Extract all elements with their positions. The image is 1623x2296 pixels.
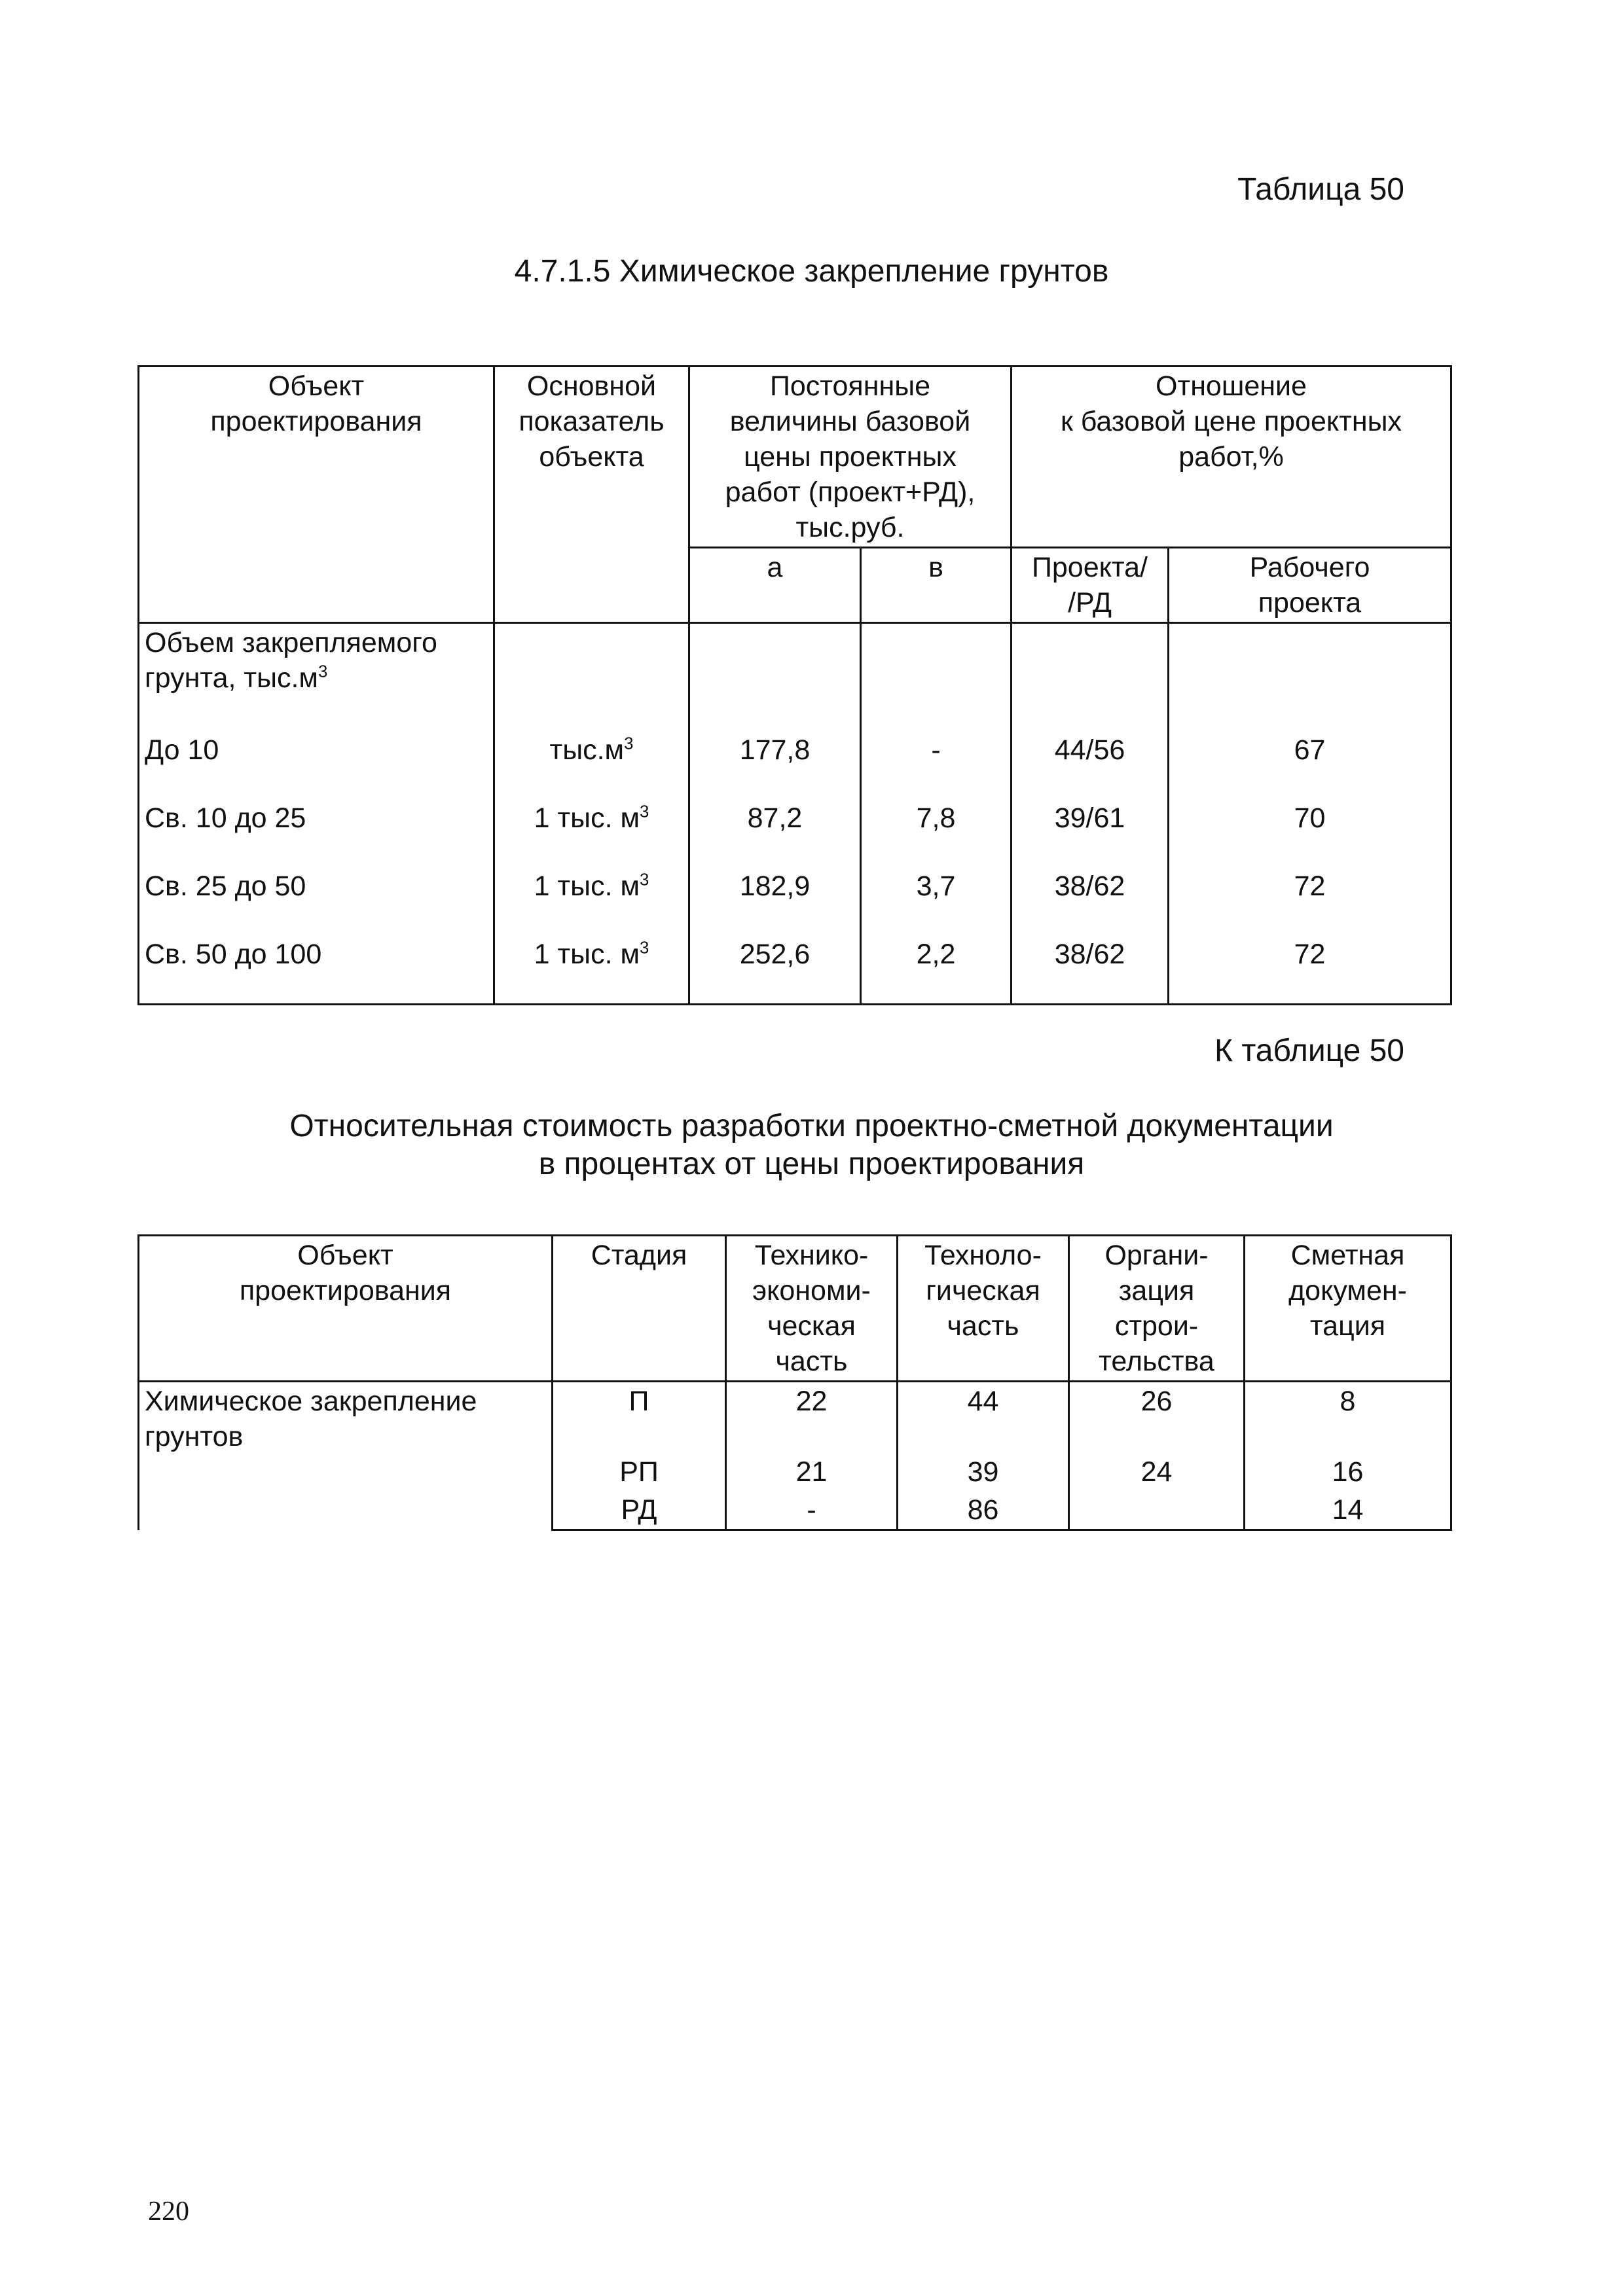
header-object: Объект проектирования <box>139 1236 553 1382</box>
table-row: Св. 25 до 50 1 тыс. $м^3$ 182,9 3,7 38/62 72 <box>139 867 1451 935</box>
table-caption: Таблица 50 <box>1237 172 1404 207</box>
header-col-proj: Проекта/ /РД <box>1012 548 1169 623</box>
table-row: РД - 86 14 <box>139 1491 1451 1530</box>
header-org: Органи- зация строи- тельства <box>1069 1236 1245 1382</box>
table-row: До 10 $тыс.м^3$ 177,8 - 44/56 67 <box>139 731 1451 799</box>
header-tech-econ: Технико- экономи- ческая часть <box>726 1236 898 1382</box>
share-table <box>137 1234 1452 1531</box>
table-row: Св. 10 до 25 1 тыс. $м^3$ 87,2 7,8 39/61 70 <box>139 799 1451 867</box>
table-row: РП 21 39 24 16 <box>139 1453 1451 1491</box>
header-estimate: Сметная докумен- тация <box>1245 1236 1451 1382</box>
header-technolog: Техноло- гическая часть <box>898 1236 1069 1382</box>
header-col-work: Рабочего проекта <box>1169 548 1451 623</box>
header-constants: Постоянные величины базовой цены проектных работ (проект+РД), тыс.руб. <box>689 367 1012 548</box>
header-ratio: Отношение к базовой цене проектных работ,% <box>1012 367 1451 548</box>
header-object: Объект проектирования <box>139 367 494 623</box>
page-number: 220 <box>148 2197 189 2227</box>
section-title: 4.7.1.5 Химическое закрепление грунтов <box>514 254 1109 289</box>
ref-caption: К таблице 50 <box>1214 1033 1404 1068</box>
header-stage: Стадия <box>553 1236 726 1382</box>
sub-title: Относительная стоимость разработки проектно-сметной документации в процентах от цены проектирования <box>289 1109 1334 1181</box>
group-label: Объем закрепляемого грунта, $тыс.м^3$ <box>139 623 494 732</box>
header-indicator: Основной показатель объекта <box>494 367 689 623</box>
table-row: Св. 50 до 100 1 тыс. $м^3$ 252,6 2,2 38/62 72 <box>139 935 1451 1005</box>
cost-table <box>137 365 1452 1005</box>
header-col-a: а <box>689 548 861 623</box>
table-row: Химическое закрепление грунтов П 22 44 26 8 <box>139 1382 1451 1454</box>
header-col-b: в <box>861 548 1012 623</box>
object-cell: Химическое закрепление грунтов <box>139 1382 553 1530</box>
